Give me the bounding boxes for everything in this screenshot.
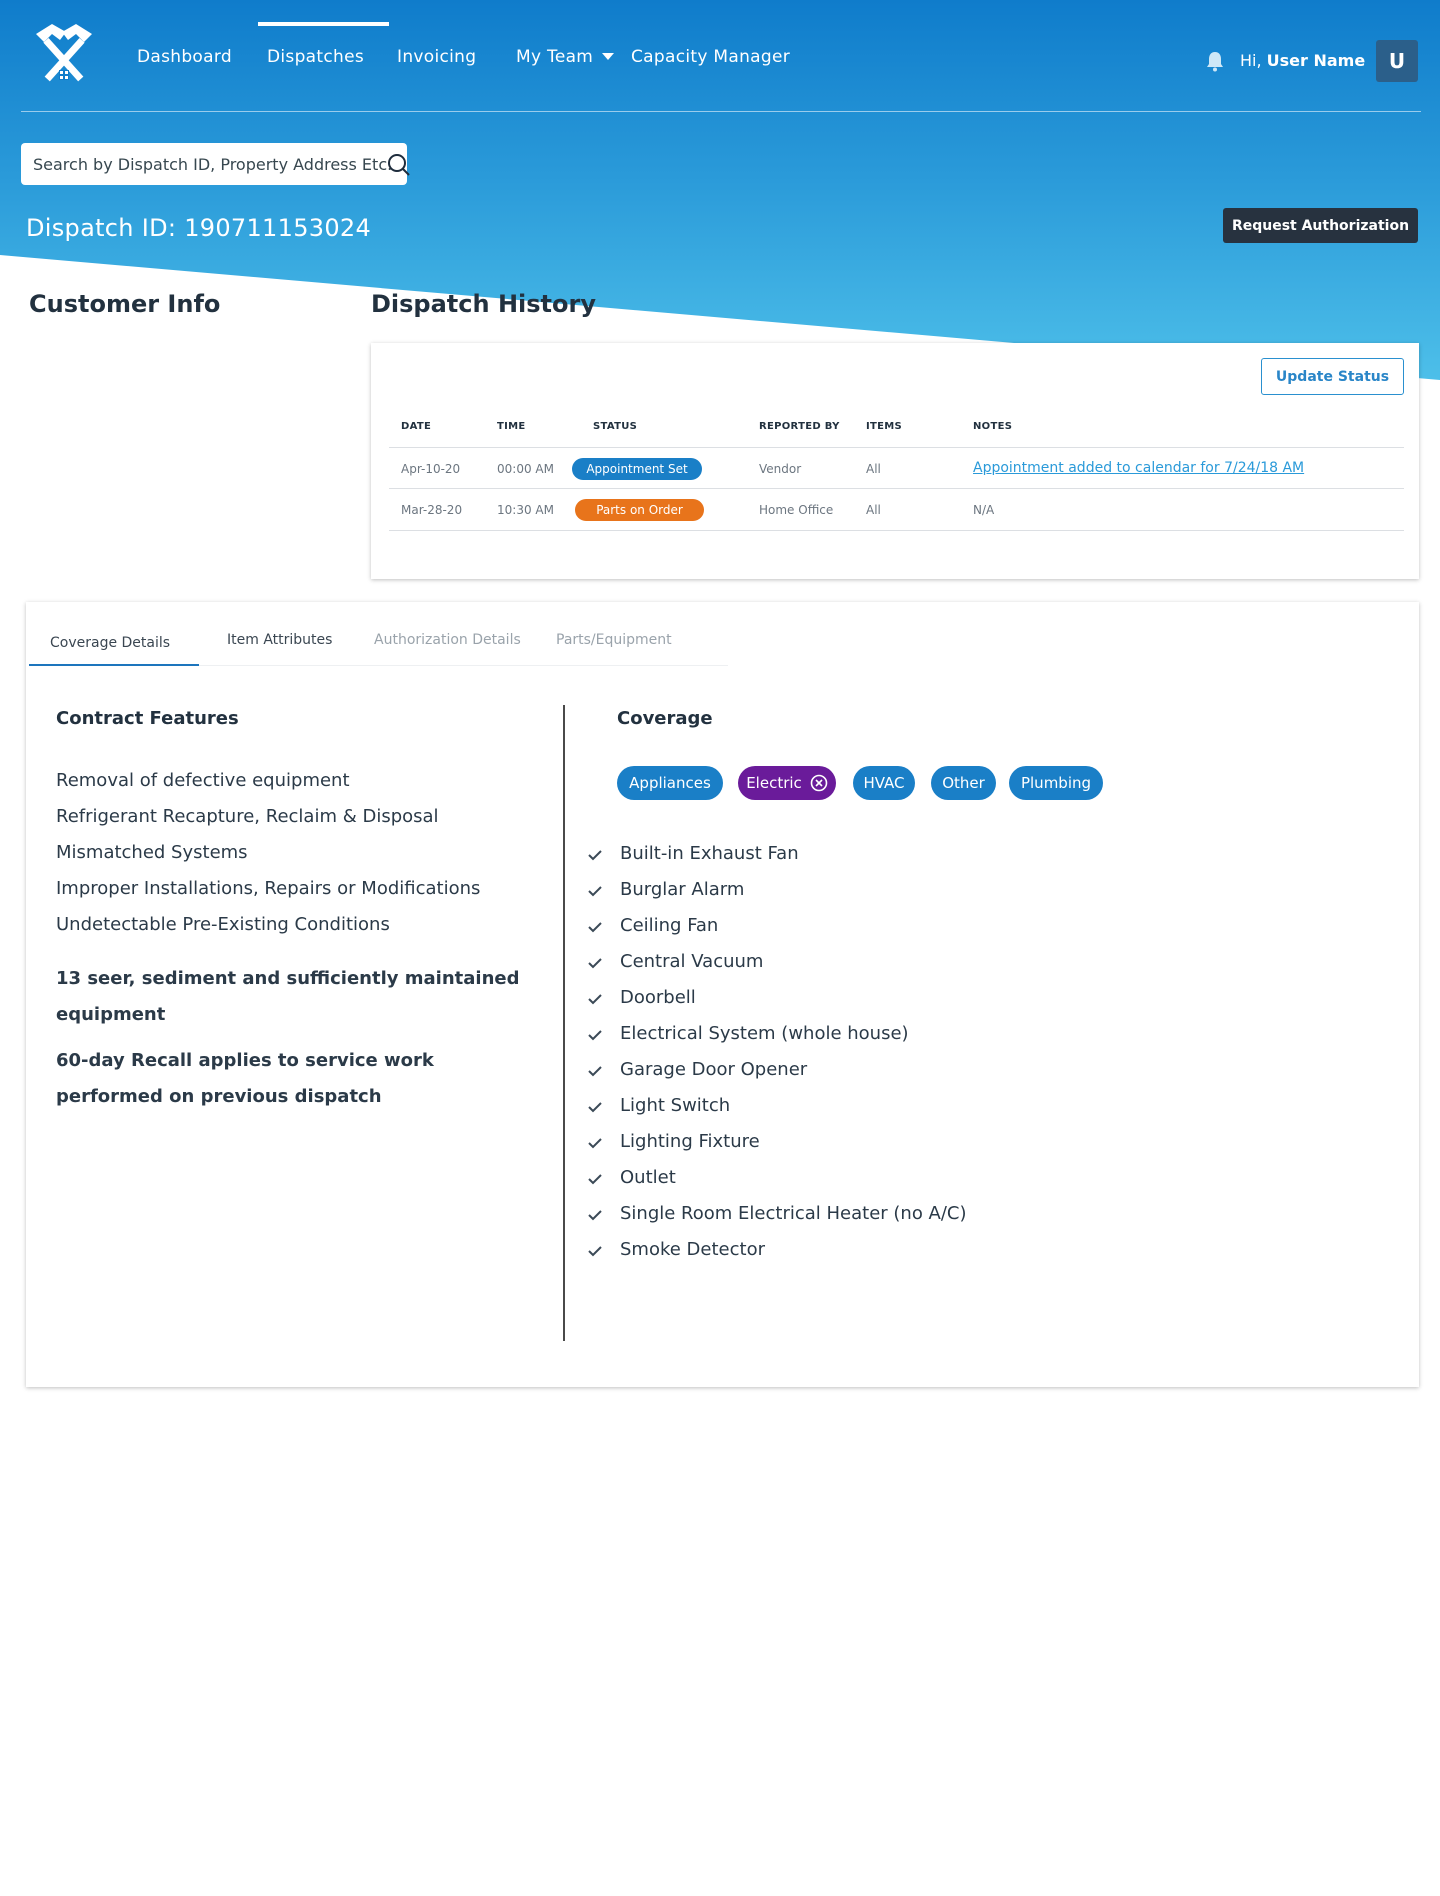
status-badge: Parts on Order	[575, 499, 704, 521]
checkmark-icon	[586, 1098, 604, 1116]
coverage-chip-appliances[interactable]: Appliances	[617, 766, 723, 800]
avatar[interactable]: U	[1376, 40, 1418, 82]
coverage-chip-other[interactable]: Other	[931, 766, 996, 800]
nav-my-team[interactable]: My Team	[516, 47, 594, 67]
coverage-item-label: Burglar Alarm	[620, 879, 745, 900]
search-box	[21, 143, 407, 185]
active-nav-indicator	[258, 22, 389, 26]
cell-date: Mar-28-20	[401, 503, 463, 517]
coverage-item-label: Light Switch	[620, 1095, 731, 1116]
coverage-item	[620, 951, 763, 972]
coverage-title: Coverage	[617, 708, 713, 729]
checkmark-icon	[586, 1206, 604, 1224]
coverage-item-label: Doorbell	[620, 987, 696, 1008]
checkmark-icon	[586, 882, 604, 900]
coverage-item-label: Central Vacuum	[620, 951, 764, 972]
contract-feature: Undetectable Pre-Existing Conditions	[56, 914, 390, 935]
contract-features-title: Contract Features	[56, 708, 239, 729]
checkmark-icon	[586, 846, 604, 864]
coverage-item-label: Lighting Fixture	[620, 1131, 760, 1152]
coverage-item	[620, 987, 696, 1008]
coverage-item-label: Built-in Exhaust Fan	[620, 843, 799, 864]
search-input[interactable]	[21, 143, 407, 185]
tab-coverage-details[interactable]: Coverage Details	[50, 635, 171, 651]
coverage-item	[620, 915, 718, 936]
nav-invoicing[interactable]: Invoicing	[397, 47, 477, 67]
tab-authorization-details[interactable]: Authorization Details	[374, 632, 521, 648]
contract-feature: Mismatched Systems	[56, 842, 248, 863]
coverage-item	[620, 1167, 676, 1188]
tab-item-attributes[interactable]: Item Attributes	[227, 632, 333, 648]
nav-capacity-manager[interactable]: Capacity Manager	[631, 47, 791, 67]
checkmark-icon	[586, 1026, 604, 1044]
status-badge: Appointment Set	[572, 458, 702, 480]
request-authorization-button[interactable]: Request Authorization	[1223, 208, 1418, 243]
tab-parts-equipment[interactable]: Parts/Equipment	[556, 632, 672, 648]
column-header-items: ITEMS	[866, 421, 903, 432]
search-icon[interactable]	[387, 153, 411, 177]
active-tab-indicator	[29, 664, 199, 666]
bell-icon[interactable]	[1205, 50, 1225, 72]
cell-time: 10:30 AM	[497, 503, 554, 517]
checkmark-icon	[586, 1134, 604, 1152]
crossed-hammers-logo-icon[interactable]	[26, 20, 102, 86]
coverage-item	[620, 1059, 807, 1080]
contract-note: 60-day Recall applies to service work performed on previous dispatch	[56, 1050, 434, 1107]
coverage-item	[620, 1239, 765, 1260]
column-divider	[563, 705, 565, 1341]
coverage-item-label: Single Room Electrical Heater (no A/C)	[620, 1203, 967, 1224]
nav-dashboard[interactable]: Dashboard	[137, 47, 232, 67]
coverage-item	[620, 1095, 730, 1116]
table-row	[389, 447, 1404, 489]
close-icon[interactable]	[810, 774, 828, 792]
column-header-date: DATE	[401, 421, 432, 432]
coverage-item-label: Ceiling Fan	[620, 915, 719, 936]
dispatch-history-title: Dispatch History	[371, 290, 596, 318]
column-header-time: TIME	[497, 421, 526, 432]
coverage-item-label: Garage Door Opener	[620, 1059, 808, 1080]
checkmark-icon	[586, 990, 604, 1008]
column-header-notes: NOTES	[973, 421, 1013, 432]
coverage-chip-plumbing[interactable]: Plumbing	[1009, 766, 1103, 800]
contract-feature: Refrigerant Recapture, Reclaim & Disposal	[56, 806, 439, 827]
cell-items: All	[866, 503, 881, 517]
contract-note: 13 seer, sediment and sufficiently maintained equipment	[56, 968, 520, 1025]
coverage-item-label: Outlet	[620, 1167, 676, 1188]
cell-items: All	[866, 462, 881, 476]
checkmark-icon	[586, 1062, 604, 1080]
contract-feature: Improper Installations, Repairs or Modifications	[56, 878, 481, 899]
coverage-item	[620, 879, 744, 900]
cell-reported-by: Home Office	[759, 503, 834, 517]
coverage-chip-electric[interactable]	[738, 766, 836, 800]
coverage-item	[620, 843, 799, 864]
top-nav	[0, 0, 1440, 112]
chevron-down-icon[interactable]	[602, 53, 614, 60]
coverage-chip-hvac[interactable]: HVAC	[853, 766, 915, 800]
checkmark-icon	[586, 918, 604, 936]
nav-divider	[21, 111, 1421, 112]
update-status-button[interactable]: Update Status	[1261, 358, 1404, 395]
user-greeting: Hi, User Name	[1240, 51, 1366, 70]
coverage-item	[620, 1131, 760, 1152]
cell-date: Apr-10-20	[401, 462, 461, 476]
coverage-item-label: Electrical System (whole house)	[620, 1023, 909, 1044]
coverage-item-label: Smoke Detector	[620, 1239, 765, 1260]
nav-dispatches[interactable]: Dispatches	[267, 47, 364, 67]
checkmark-icon	[586, 1242, 604, 1260]
customer-info-title: Customer Info	[29, 290, 221, 318]
cell-reported-by: Vendor	[759, 462, 802, 476]
cell-notes: N/A	[973, 503, 995, 517]
chip-label: Electric	[746, 774, 802, 792]
tab-divider	[199, 665, 728, 666]
coverage-card	[26, 602, 1419, 1387]
notes-link[interactable]: Appointment added to calendar for 7/24/18 AM	[973, 460, 1305, 476]
table-row	[389, 489, 1404, 531]
coverage-item	[620, 1023, 909, 1044]
checkmark-icon	[586, 954, 604, 972]
column-header-status: STATUS	[593, 421, 638, 432]
checkmark-icon	[586, 1170, 604, 1188]
dispatch-id-title: Dispatch ID: 190711153024	[26, 214, 372, 242]
cell-time: 00:00 AM	[497, 462, 554, 476]
contract-feature: Removal of defective equipment	[56, 770, 350, 791]
coverage-item	[620, 1203, 967, 1224]
dispatch-history-card	[371, 343, 1419, 579]
column-header-reported-by: REPORTED BY	[759, 421, 840, 432]
